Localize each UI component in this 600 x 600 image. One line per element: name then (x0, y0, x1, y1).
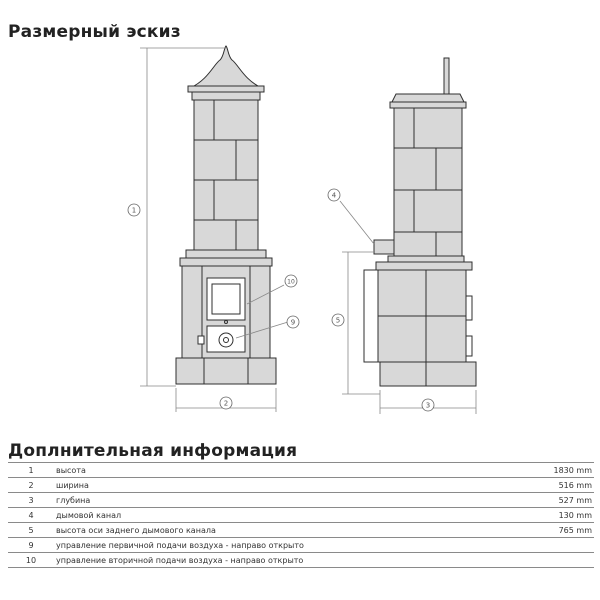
callout-4: 4 (331, 191, 337, 200)
row-label: ширина (54, 478, 516, 493)
row-label: дымовой канал (54, 508, 516, 523)
callout-10: 10 (287, 278, 295, 286)
callout-1: 1 (131, 206, 137, 215)
callout-5: 5 (335, 316, 341, 325)
row-value: 527 mm (516, 493, 594, 508)
row-number: 10 (8, 553, 54, 568)
row-label: глубина (54, 493, 516, 508)
row-value: 516 mm (516, 478, 594, 493)
table-row (8, 508, 594, 523)
table-row (8, 553, 594, 568)
sketch-title: Размерный эскиз (8, 22, 181, 42)
row-label: управление вторичной подачи воздуха - направо открыто (54, 553, 516, 568)
callout-3: 3 (425, 401, 431, 410)
row-value (516, 553, 594, 568)
row-value: 130 mm (516, 508, 594, 523)
row-number: 5 (8, 523, 54, 538)
table-row (8, 493, 594, 508)
front-view (176, 46, 276, 384)
row-number: 9 (8, 538, 54, 553)
table-row (8, 478, 594, 493)
table-row (8, 538, 594, 553)
row-number: 3 (8, 493, 54, 508)
row-label: высота (54, 463, 516, 478)
row-value (516, 538, 594, 553)
row-number: 2 (8, 478, 54, 493)
row-label: управление первичной подачи воздуха - направо открыто (54, 538, 516, 553)
info-title: Доплнительная информация (8, 441, 298, 461)
row-value: 765 mm (516, 523, 594, 538)
table-row (8, 523, 594, 538)
row-number: 1 (8, 463, 54, 478)
row-label: высота оси заднего дымового канала (54, 523, 516, 538)
table-row (8, 463, 594, 478)
callout-9: 9 (290, 318, 296, 327)
row-value: 1830 mm (516, 463, 594, 478)
callout-2: 2 (223, 399, 229, 408)
info-table (8, 462, 594, 568)
side-view (364, 58, 476, 386)
row-number: 4 (8, 508, 54, 523)
